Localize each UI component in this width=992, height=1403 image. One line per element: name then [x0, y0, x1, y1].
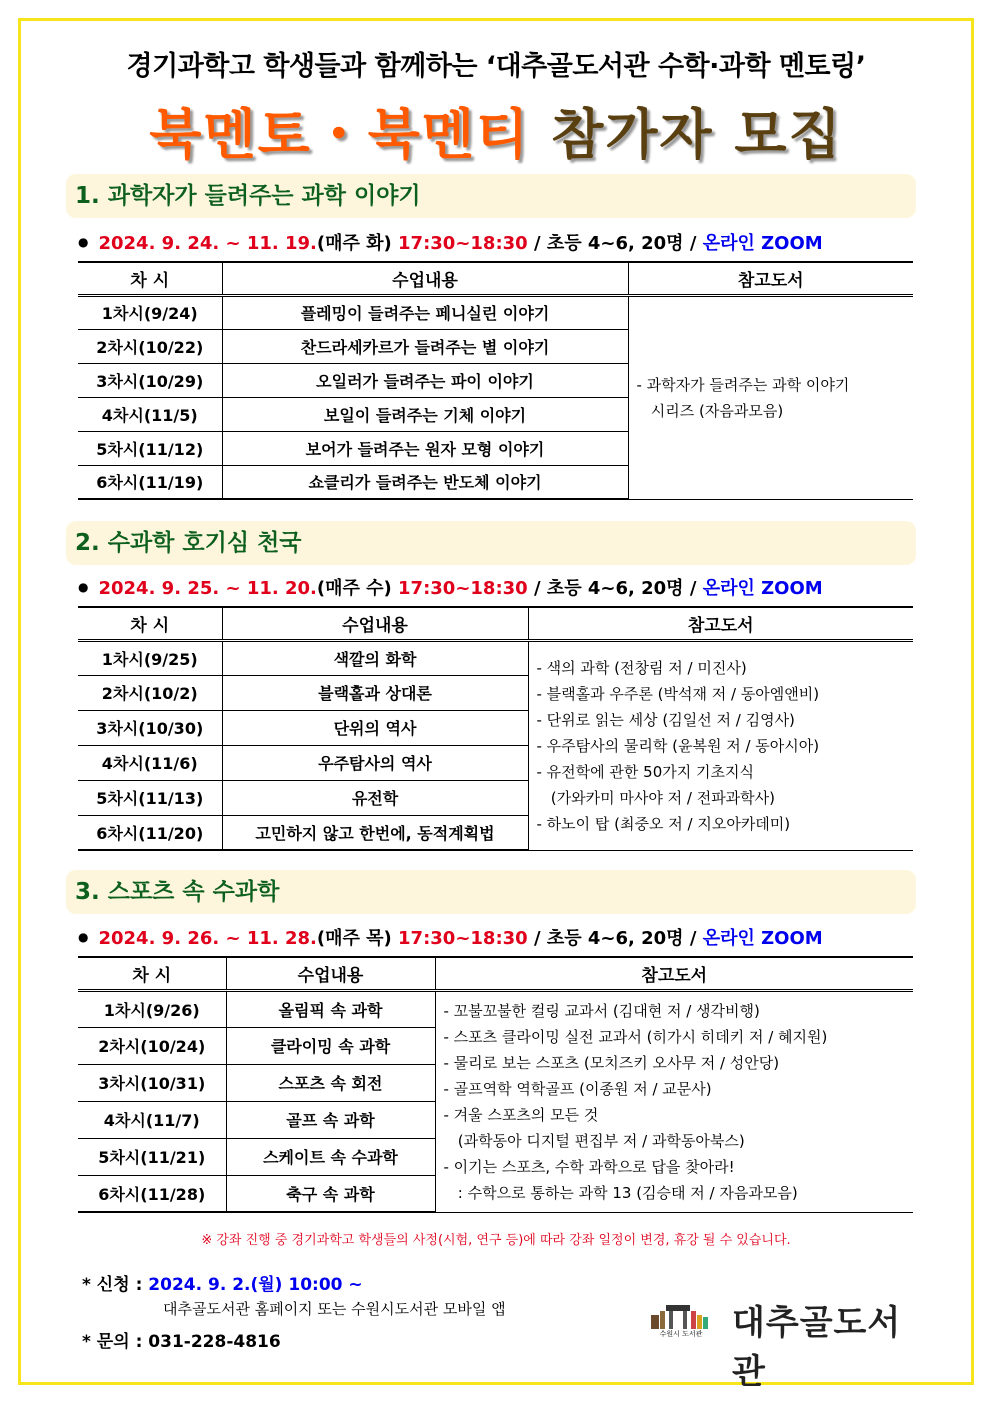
section-1-day: (매주 화): [316, 233, 392, 254]
session-cell: 4차시(11/6): [78, 745, 222, 780]
content-cell: 고민하지 않고 한번에, 동적계획법: [222, 815, 528, 850]
reference-line: - 겨울 스포츠의 모든 것: [443, 1105, 599, 1124]
content-cell: 유전학: [222, 780, 528, 815]
reference-line: - 과학자가 들려주는 과학 이야기: [636, 375, 850, 394]
section-3-day: (매주 목): [316, 928, 392, 949]
content-cell: 축구 속 과학: [226, 1175, 435, 1212]
section-1-target: / 초등 4~6, 20명 /: [534, 233, 697, 254]
reference-line: - 이기는 스포츠, 수학 과학으로 답을 찾아라!: [443, 1157, 735, 1176]
col-header-content: 수업내용: [222, 607, 528, 640]
session-cell: 1차시(9/24): [78, 295, 222, 329]
section-2-mode: 온라인 ZOOM: [702, 578, 823, 599]
reference-line: - 유전학에 관한 50가지 기초지식: [536, 762, 754, 781]
session-cell: 2차시(10/22): [78, 329, 222, 363]
col-header-reference: 참고도서: [435, 957, 913, 990]
section-3-table: [78, 956, 913, 1213]
section-3-target: / 초등 4~6, 20명 /: [534, 928, 697, 949]
contact-label: * 문의 :: [82, 1332, 143, 1352]
session-cell: 1차시(9/25): [78, 640, 222, 675]
content-cell: 블랙홀과 상대론: [222, 675, 528, 710]
col-header-reference: 참고도서: [628, 262, 913, 295]
content-cell: 쇼클리가 들려주는 반도체 이야기: [222, 465, 628, 499]
contact-line: [82, 1327, 281, 1352]
col-header-reference: 참고도서: [528, 607, 913, 640]
section-3-title: 3. 스포츠 속 수과학: [66, 870, 916, 914]
section-2-time: 17:30~18:30: [398, 578, 528, 599]
reference-line: - 블랙홀과 우주론 (박석재 저 / 동아엠앤비): [536, 684, 820, 703]
content-cell: 단위의 역사: [222, 710, 528, 745]
reference-line: 시리즈 (자음과모음): [636, 401, 784, 420]
section-2-target: / 초등 4~6, 20명 /: [534, 578, 697, 599]
header-title: [0, 92, 992, 169]
reference-line: - 골프역학 역학골프 (이종원 저 / 교문사): [443, 1079, 712, 1098]
col-header-content: 수업내용: [226, 957, 435, 990]
title-bookmento: 북멘토・북멘티: [149, 103, 531, 166]
reference-cell: [435, 990, 913, 1212]
bullet-icon: ●: [78, 235, 89, 249]
contact-phone: 031-228-4816: [148, 1332, 281, 1352]
reference-line: - 색의 과학 (전창림 저 / 미진사): [536, 658, 747, 677]
reference-line: - 단위로 읽는 세상 (김일선 저 / 김영사): [536, 710, 795, 729]
content-cell: 보어가 들려주는 원자 모형 이야기: [222, 431, 628, 465]
logo-small-text: 수원시 도서관: [659, 1330, 703, 1338]
session-cell: 6차시(11/28): [78, 1175, 226, 1212]
session-cell: 6차시(11/20): [78, 815, 222, 850]
reference-line: (과학동아 디지털 편집부 저 / 과학동아북스): [443, 1131, 745, 1150]
apply-date: 2024. 9. 2.(월) 10:00 ~: [148, 1275, 363, 1295]
section-1-mode: 온라인 ZOOM: [702, 233, 823, 254]
reference-cell: [628, 295, 913, 499]
session-cell: 5차시(11/21): [78, 1138, 226, 1175]
logo-main-text: 대추골도서관: [732, 1303, 902, 1392]
reference-line: (가와카미 마사야 저 / 전파과학사): [536, 788, 776, 807]
session-cell: 5차시(11/12): [78, 431, 222, 465]
section-3-schedule: [78, 924, 823, 950]
section-2-day: (매주 수): [316, 578, 392, 599]
content-cell: 보일이 들려주는 기체 이야기: [222, 397, 628, 431]
reference-line: - 우주탐사의 물리학 (윤복원 저 / 동아시아): [536, 736, 820, 755]
session-cell: 2차시(10/2): [78, 675, 222, 710]
reference-line: - 꼬불꼬불한 컬링 교과서 (김대현 저 / 생각비행): [443, 1001, 760, 1020]
table-row: [78, 640, 913, 675]
content-cell: 플레밍이 들려주는 페니실린 이야기: [222, 295, 628, 329]
col-header-session: 차 시: [78, 607, 222, 640]
content-cell: 오일러가 들려주는 파이 이야기: [222, 363, 628, 397]
session-cell: 5차시(11/13): [78, 780, 222, 815]
session-cell: 4차시(11/5): [78, 397, 222, 431]
session-cell: 1차시(9/26): [78, 990, 226, 1027]
section-2-table: [78, 606, 913, 851]
session-cell: 2차시(10/24): [78, 1027, 226, 1064]
content-cell: 찬드라세카르가 들려주는 별 이야기: [222, 329, 628, 363]
reference-line: : 수학으로 통하는 과학 13 (김승태 저 / 자음과모음): [443, 1183, 798, 1202]
session-cell: 3차시(10/29): [78, 363, 222, 397]
header-subtitle: 경기과학고 학생들과 함께하는 ‘대추골도서관 수학·과학 멘토링’: [126, 51, 866, 82]
col-header-content: 수업내용: [222, 262, 628, 295]
section-2-date: 2024. 9. 25. ~ 11. 20.: [98, 578, 317, 599]
reference-line: - 하노이 탑 (최중오 저 / 지오아카데미): [536, 814, 791, 833]
content-cell: 색깔의 화학: [222, 640, 528, 675]
table-row: [78, 295, 913, 329]
library-logo: [647, 1295, 917, 1392]
content-cell: 스포츠 속 회전: [226, 1064, 435, 1101]
section-1-title: 1. 과학자가 들려주는 과학 이야기: [66, 174, 916, 218]
table-row: [78, 990, 913, 1027]
section-3-date: 2024. 9. 26. ~ 11. 28.: [98, 928, 317, 949]
apply-detail: 대추골도서관 홈페이지 또는 수원시도서관 모바일 앱: [163, 1300, 506, 1318]
content-cell: 스케이트 속 수과학: [226, 1138, 435, 1175]
section-1-date: 2024. 9. 24. ~ 11. 19.: [98, 233, 317, 254]
section-2-title: 2. 수과학 호기심 천국: [66, 521, 916, 565]
content-cell: 올림픽 속 과학: [226, 990, 435, 1027]
session-cell: 3차시(10/30): [78, 710, 222, 745]
bullet-icon: ●: [78, 580, 89, 594]
section-3-mode: 온라인 ZOOM: [702, 928, 823, 949]
apply-label: * 신청 :: [82, 1275, 143, 1295]
apply-line: [82, 1270, 363, 1295]
section-3-time: 17:30~18:30: [398, 928, 528, 949]
col-header-session: 차 시: [78, 957, 226, 990]
reference-line: - 스포츠 클라이밍 실전 교과서 (히가시 히데키 저 / 혜지원): [443, 1027, 828, 1046]
schedule-change-note: ※ 강좌 진행 중 경기과학고 학생들의 사정(시험, 연구 등)에 따라 강좌 일정이 변경, 휴강 될 수 있습니다.: [201, 1233, 791, 1248]
reference-cell: [528, 640, 913, 850]
content-cell: 골프 속 과학: [226, 1101, 435, 1138]
title-recruit: 참가자 모집: [551, 103, 843, 166]
bullet-icon: ●: [78, 930, 89, 944]
session-cell: 6차시(11/19): [78, 465, 222, 499]
col-header-session: 차 시: [78, 262, 222, 295]
session-cell: 3차시(10/31): [78, 1064, 226, 1101]
content-cell: 우주탐사의 역사: [222, 745, 528, 780]
section-2-schedule: [78, 574, 823, 600]
content-cell: 클라이밍 속 과학: [226, 1027, 435, 1064]
reference-line: - 물리로 보는 스포츠 (모치즈키 오사무 저 / 성안당): [443, 1053, 780, 1072]
section-1-time: 17:30~18:30: [398, 233, 528, 254]
session-cell: 4차시(11/7): [78, 1101, 226, 1138]
section-1-table: [78, 261, 913, 500]
section-1-schedule: [78, 229, 823, 255]
